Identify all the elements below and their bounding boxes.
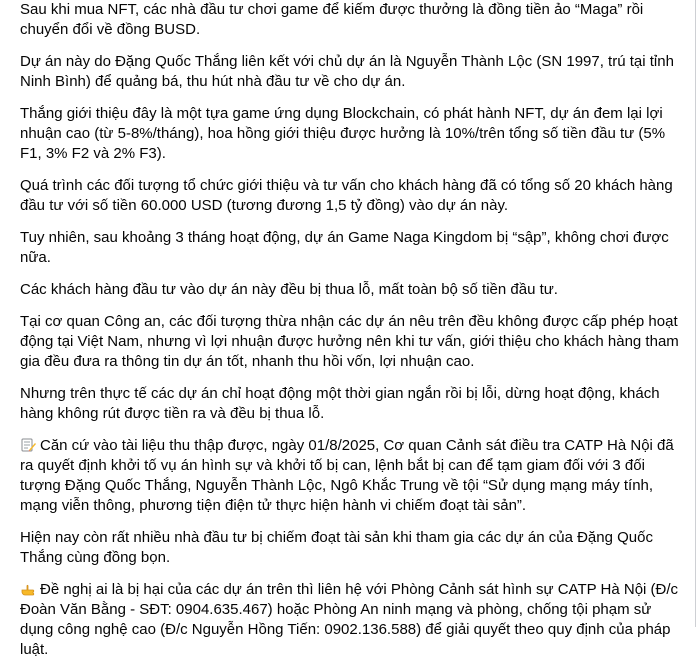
decision-text: Căn cứ vào tài liệu thu thập được, ngày 01/8/2025, Cơ quan Cảnh sát điều tra CATP Hà Nội đã ra quyết định khởi tố vụ án hình sự và khởi tố bị can, lệnh bắt bị can để tạm giam đối với 3 đối tượng Đặng Quốc Thắng, Nguyễn Thành Lộc, Ngô Khắc Trung về tội “Sử dụng mạng máy tính, mạng viễn thông, phương tiện điện tử thực hiện hành vi chiếm đoạt tài sản”. [20,437,674,514]
post-paragraph: Tuy nhiên, sau khoảng 3 tháng hoạt động, dự án Game Naga Kingdom bị “sập”, không chơi được nữa. [20,229,669,266]
post-paragraph: Dự án này do Đặng Quốc Thắng liên kết với chủ dự án là Nguyễn Thành Lộc (SN 1997, trú tại tỉnh Ninh Bình) để quảng bá, thu hút nhà đầu tư về cho dự án. [20,53,674,90]
post-paragraph: Hiện nay còn rất nhiều nhà đầu tư bị chiếm đoạt tài sản khi tham gia các dự án của Đặng Quốc Thắng cùng đồng bọn. [20,529,653,566]
pointing-hand-icon [20,581,36,597]
contact-text: Đề nghị ai là bị hại của các dự án trên thì liên hệ với Phòng Cảnh sát hình sự CATP Hà Nội (Đ/c Đoàn Văn Bằng - SĐT: 0904.635.467) hoặc Phòng An ninh mạng và phòng, chống tội phạm sử dụng công nghệ cao (Đ/c Nguyễn Hồng Tiến: 0902.136.588) để giải quyết theo quy định của pháp luật. [20,581,679,658]
post-paragraph: Sau khi mua NFT, các nhà đầu tư chơi game để kiếm được thưởng là đồng tiền ảo “Maga” rồi chuyển đổi về đồng BUSD. [20,1,644,38]
post-paragraph: Các khách hàng đầu tư vào dự án này đều bị thua lỗ, mất toàn bộ số tiền đầu tư. [20,281,558,298]
post-paragraph: Quá trình các đối tượng tổ chức giới thiệu và tư vấn cho khách hàng đã có tổng số 20 khách hàng đầu tư với số tiền 60.000 USD (tương đương 1,5 tỷ đồng) vào dự án này. [20,177,673,214]
post-body [20,0,688,672]
contact-paragraph [20,580,688,660]
post-paragraph: Nhưng trên thực tế các dự án chỉ hoạt động một thời gian ngắn rồi bị lỗi, dừng hoạt động, khách hàng không rút được tiền ra và đều bị thua lỗ. [20,385,660,422]
post-paragraph: Thắng giới thiệu đây là một tựa game ứng dụng Blockchain, có phát hành NFT, dự án đem lại lợi nhuận cao (từ 5-8%/tháng), hoa hồng giới thiệu được hưởng là 10%/trên tổng số tiền đầu tư (5% F1, 3% F2 và 2% F3). [20,105,666,162]
decision-paragraph [20,436,688,516]
post-paragraph: Tại cơ quan Công an, các đối tượng thừa nhận các dự án nêu trên đều không được cấp phép hoạt động tại Việt Nam, nhưng vì lợi nhuận được hưởng nên khi tư vấn, giới thiệu cho khách hàng tham gia đều đưa ra thông tin dự án tốt, nhanh thu hồi vốn, lợi nhuận cao. [20,313,679,370]
memo-pencil-icon [20,437,36,453]
